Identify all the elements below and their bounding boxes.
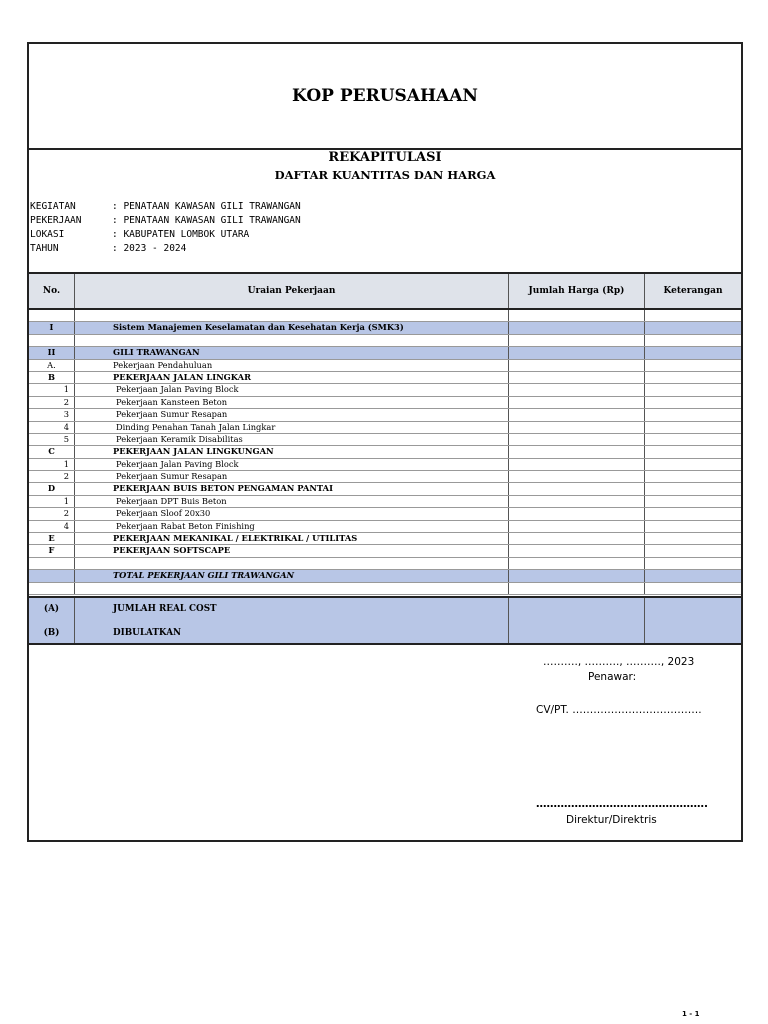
row-number bbox=[29, 558, 75, 569]
row-amount bbox=[509, 483, 645, 494]
row-note bbox=[645, 545, 741, 556]
row-number: 4 bbox=[29, 422, 75, 433]
table-row bbox=[29, 310, 741, 322]
info-row-tahun bbox=[30, 242, 301, 256]
row-number: 2 bbox=[29, 471, 75, 482]
table-row bbox=[29, 397, 741, 409]
row-amount bbox=[509, 508, 645, 519]
table-row bbox=[29, 446, 741, 458]
row-description: Sistem Manajemen Keselamatan dan Kesehatan Kerja (SMK3) bbox=[75, 322, 509, 333]
row-description bbox=[75, 583, 509, 594]
row-description: Pekerjaan DPT Buis Beton bbox=[75, 496, 509, 507]
signature-role: Direktur/Direktris bbox=[566, 814, 657, 826]
info-row-pekerjaan bbox=[30, 214, 301, 228]
row-number: A. bbox=[29, 360, 75, 371]
row-description: Pekerjaan Pendahuluan bbox=[75, 360, 509, 371]
row-amount bbox=[509, 397, 645, 408]
table-row bbox=[29, 322, 741, 334]
row-amount bbox=[509, 545, 645, 556]
table-row bbox=[29, 496, 741, 508]
header-keterangan: Keterangan bbox=[663, 286, 723, 296]
row-note bbox=[645, 558, 741, 569]
document-subtitle: DAFTAR KUANTITAS DAN HARGA bbox=[274, 168, 496, 182]
row-note bbox=[645, 384, 741, 395]
table-row bbox=[29, 558, 741, 570]
summary-dibulatkan: DIBULATKAN bbox=[113, 628, 182, 638]
table-row bbox=[29, 545, 741, 557]
table-row bbox=[29, 409, 741, 421]
summary-real-cost: JUMLAH REAL COST bbox=[113, 604, 217, 614]
row-number: 2 bbox=[29, 508, 75, 519]
row-amount bbox=[509, 471, 645, 482]
row-description bbox=[75, 558, 509, 569]
info-value: : PENATAAN KAWASAN GILI TRAWANGAN bbox=[112, 201, 301, 212]
row-amount bbox=[509, 459, 645, 470]
row-amount bbox=[509, 521, 645, 532]
row-amount bbox=[509, 322, 645, 333]
row-note bbox=[645, 521, 741, 532]
row-number bbox=[29, 310, 75, 321]
row-amount bbox=[509, 446, 645, 457]
row-description: Pekerjaan Keramik Disabilitas bbox=[75, 434, 509, 445]
row-note bbox=[645, 508, 741, 519]
row-note bbox=[645, 360, 741, 371]
table-row bbox=[29, 360, 741, 372]
row-description: PEKERJAAN JALAN LINGKUNGAN bbox=[75, 446, 509, 457]
info-row-kegiatan bbox=[30, 200, 301, 214]
row-amount bbox=[509, 372, 645, 383]
table-header bbox=[29, 272, 741, 310]
row-description: Pekerjaan Sloof 20x30 bbox=[75, 508, 509, 519]
summary-label-col bbox=[29, 598, 75, 643]
table-row bbox=[29, 533, 741, 545]
row-amount bbox=[509, 384, 645, 395]
row-amount bbox=[509, 570, 645, 581]
table-row bbox=[29, 471, 741, 483]
header-jumlah: Jumlah Harga (Rp) bbox=[509, 274, 645, 308]
row-number: II bbox=[29, 347, 75, 358]
row-note bbox=[645, 372, 741, 383]
row-note bbox=[645, 310, 741, 321]
info-label: KEGIATAN bbox=[30, 201, 76, 212]
row-amount bbox=[509, 335, 645, 346]
row-amount bbox=[509, 360, 645, 371]
header-uraian: Uraian Pekerjaan bbox=[75, 274, 509, 308]
row-description: PEKERJAAN BUIS BETON PENGAMAN PANTAI bbox=[75, 483, 509, 494]
row-number: D bbox=[29, 483, 75, 494]
row-note bbox=[645, 397, 741, 408]
row-note bbox=[645, 483, 741, 494]
signature-company: CV/PT. ………………………………. bbox=[536, 704, 702, 716]
table-row bbox=[29, 335, 741, 347]
table-row bbox=[29, 483, 741, 495]
info-row-lokasi bbox=[30, 228, 301, 242]
row-note bbox=[645, 471, 741, 482]
page-number: 1 - 1 bbox=[682, 1010, 700, 1018]
row-description: Pekerjaan Sumur Resapan bbox=[75, 471, 509, 482]
row-amount bbox=[509, 533, 645, 544]
row-note bbox=[645, 347, 741, 358]
row-number: 4 bbox=[29, 521, 75, 532]
table-row bbox=[29, 508, 741, 520]
row-description: Pekerjaan Jalan Paving Block bbox=[75, 459, 509, 470]
table-row bbox=[29, 583, 741, 595]
info-value: : PENATAAN KAWASAN GILI TRAWANGAN bbox=[112, 215, 301, 226]
row-number bbox=[29, 335, 75, 346]
project-info bbox=[30, 200, 301, 256]
row-note bbox=[645, 335, 741, 346]
info-label: LOKASI bbox=[30, 229, 65, 240]
signature-date: ………., ………., ………., 2023 bbox=[543, 656, 695, 668]
row-description: TOTAL PEKERJAAN GILI TRAWANGAN bbox=[75, 570, 509, 581]
table-body bbox=[29, 310, 741, 595]
row-amount bbox=[509, 558, 645, 569]
row-amount bbox=[509, 496, 645, 507]
row-amount bbox=[509, 347, 645, 358]
row-description: Pekerjaan Sumur Resapan bbox=[75, 409, 509, 420]
table-row bbox=[29, 570, 741, 582]
document-sheet bbox=[27, 42, 743, 842]
row-description bbox=[75, 335, 509, 346]
row-number: 1 bbox=[29, 384, 75, 395]
signature-penawar: Penawar: bbox=[588, 671, 637, 683]
info-label: PEKERJAAN bbox=[30, 215, 82, 226]
info-label: TAHUN bbox=[30, 243, 59, 254]
row-note bbox=[645, 446, 741, 457]
info-value: : KABUPATEN LOMBOK UTARA bbox=[112, 229, 250, 240]
row-note bbox=[645, 459, 741, 470]
row-number: F bbox=[29, 545, 75, 556]
row-note bbox=[645, 434, 741, 445]
row-note bbox=[645, 496, 741, 507]
row-number: C bbox=[29, 446, 75, 457]
table-row bbox=[29, 459, 741, 471]
row-amount bbox=[509, 310, 645, 321]
document-title: REKAPITULASI bbox=[328, 150, 442, 165]
header-no: No. bbox=[29, 274, 75, 308]
row-note bbox=[645, 409, 741, 420]
row-note bbox=[645, 583, 741, 594]
summary-text-col bbox=[75, 598, 509, 643]
row-note bbox=[645, 533, 741, 544]
summary-label-b: (B) bbox=[43, 628, 60, 638]
row-note bbox=[645, 570, 741, 581]
row-description: Pekerjaan Jalan Paving Block bbox=[75, 384, 509, 395]
row-description: PEKERJAAN MEKANIKAL / ELEKTRIKAL / UTILITAS bbox=[75, 533, 509, 544]
summary-label-a: (A) bbox=[43, 604, 60, 614]
row-number: 3 bbox=[29, 409, 75, 420]
row-description bbox=[75, 310, 509, 321]
row-note bbox=[645, 422, 741, 433]
row-amount bbox=[509, 409, 645, 420]
table-row bbox=[29, 347, 741, 359]
row-number: 2 bbox=[29, 397, 75, 408]
row-number: 1 bbox=[29, 496, 75, 507]
row-description: Pekerjaan Rabat Beton Finishing bbox=[75, 521, 509, 532]
summary-note-col bbox=[645, 598, 741, 643]
row-amount bbox=[509, 434, 645, 445]
row-amount bbox=[509, 583, 645, 594]
row-description: PEKERJAAN JALAN LINGKAR bbox=[75, 372, 509, 383]
row-note bbox=[645, 322, 741, 333]
row-number: 5 bbox=[29, 434, 75, 445]
row-number: E bbox=[29, 533, 75, 544]
info-value: : 2023 - 2024 bbox=[112, 243, 187, 254]
table-row bbox=[29, 384, 741, 396]
row-number bbox=[29, 570, 75, 581]
letterhead: KOP PERUSAHAAN bbox=[29, 44, 741, 150]
signature-line: …………………………………………. bbox=[536, 798, 708, 810]
row-amount bbox=[509, 422, 645, 433]
row-description: Pekerjaan Kansteen Beton bbox=[75, 397, 509, 408]
row-description: Dinding Penahan Tanah Jalan Lingkar bbox=[75, 422, 509, 433]
table-row bbox=[29, 422, 741, 434]
row-number: 1 bbox=[29, 459, 75, 470]
summary-block bbox=[29, 596, 741, 645]
row-number: B bbox=[29, 372, 75, 383]
row-description: PEKERJAAN SOFTSCAPE bbox=[75, 545, 509, 556]
row-description: GILI TRAWANGAN bbox=[75, 347, 509, 358]
row-number bbox=[29, 583, 75, 594]
table-row bbox=[29, 434, 741, 446]
row-number: I bbox=[29, 322, 75, 333]
summary-amount-col bbox=[509, 598, 645, 643]
table-row bbox=[29, 372, 741, 384]
table-row bbox=[29, 521, 741, 533]
